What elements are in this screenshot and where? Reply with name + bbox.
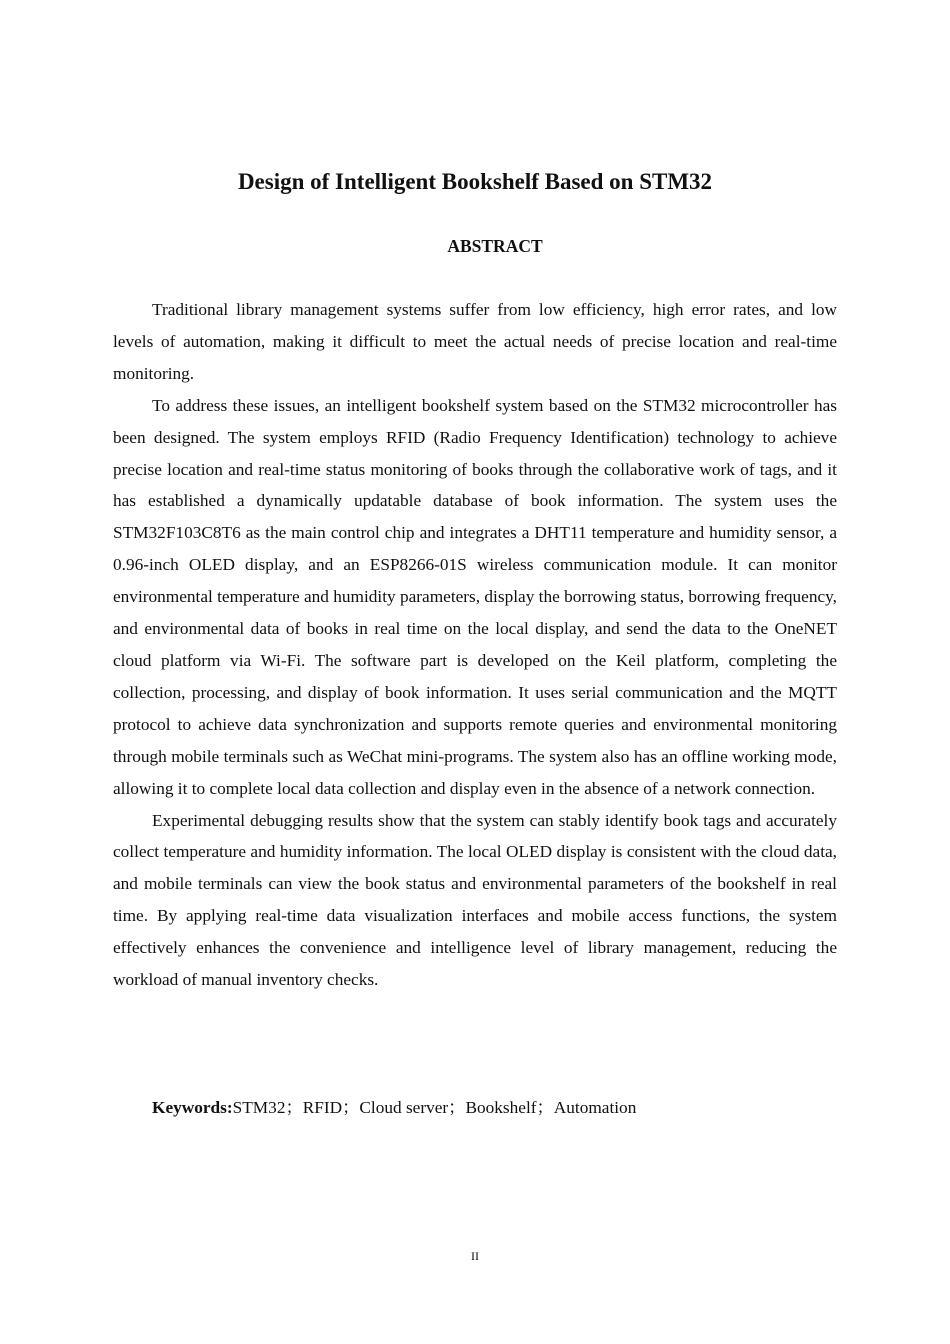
abstract-paragraph-2: To address these issues, an intelligent bookshelf system based on the STM32 microcontroller has been designed. The system employs RFID (Radio Frequency Identification) technology to achieve precise location and real-time status monitoring of books through the collaborative work of tags, and it has established a dynamically updatable database of book information. The system uses the STM32F103C8T6 as the main control chip and integrates a DHT11 temperature and humidity sensor, a 0.96-inch OLED display, and an ESP8266-01S wireless communication module. It can monitor environmental temperature and humidity parameters, display the borrowing status, borrowing frequency, and environmental data of books in real time on the local display, and send the data to the OneNET cloud platform via Wi-Fi. The software part is developed on the Keil platform, completing the collection, processing, and display of book information. It uses serial communication and the MQTT protocol to achieve data synchronization and supports remote queries and environmental monitoring through mobile terminals such as WeChat mini-programs. The system also has an offline working mode, allowing it to complete local data collection and display even in the absence of a network connection. xyxy=(113,395,837,798)
keywords-line xyxy=(152,1092,636,1124)
abstract-paragraph-1: Traditional library management systems suffer from low efficiency, high error rates, and low levels of automation, making it difficult to meet the actual needs of precise location and real-time monitoring. xyxy=(113,300,837,383)
keywords-label: Keywords: xyxy=(152,1098,233,1117)
abstract-body xyxy=(113,294,837,996)
page-number: II xyxy=(471,1249,479,1263)
abstract-paragraph-3: Experimental debugging results show that the system can stably identify book tags and accurately collect temperature and humidity information. The local OLED display is consistent with the cloud data, and mobile terminals can view the book status and environmental parameters of the bookshelf in real time. By applying real-time data visualization interfaces and mobile access functions, the system effectively enhances the convenience and intelligence level of library management, reducing the workload of manual inventory checks. xyxy=(113,810,837,990)
abstract-heading: ABSTRACT xyxy=(447,236,543,256)
paper-title: Design of Intelligent Bookshelf Based on STM32 xyxy=(237,169,713,194)
keywords-text: STM32；RFID；Cloud server；Bookshelf；Automation xyxy=(232,1098,637,1117)
